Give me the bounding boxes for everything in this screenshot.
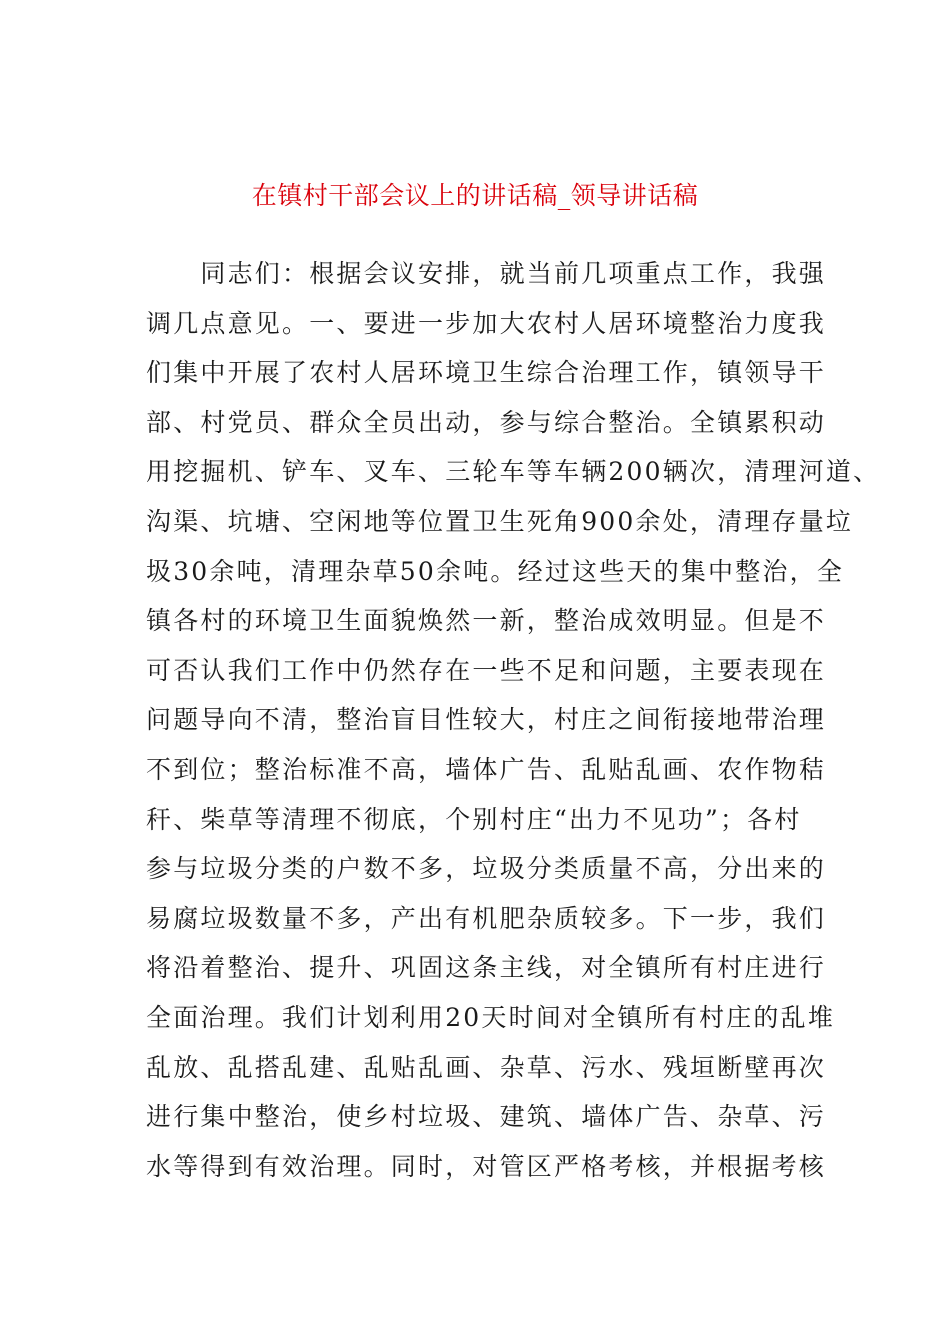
- body-line: 秆、柴草等清理不彻底，个别村庄“出力不见功”；各村: [146, 804, 802, 834]
- body-line: 部、村党员、群众全员出动，参与综合整治。全镇累积动: [146, 407, 827, 437]
- body-line: 乱放、乱搭乱建、乱贴乱画、杂草、污水、残垣断壁再次: [146, 1052, 827, 1082]
- body-line: 圾30余吨，清理杂草50余吨。经过这些天的集中整治，全: [146, 556, 845, 586]
- body-line: 水等得到有效治理。同时，对管区严格考核，并根据考核: [146, 1151, 827, 1181]
- document-title: 在镇村干部会议上的讲话稿_领导讲话稿: [251, 181, 699, 210]
- body-line: 进行集中整治，使乡村垃圾、建筑、墙体广告、杂草、污: [146, 1102, 827, 1132]
- body-line: 调几点意见。一、要进一步加大农村人居环境整治力度我: [146, 308, 827, 338]
- body-line: 问题导向不清，整治盲目性较大，村庄之间衔接地带治理: [146, 705, 827, 735]
- body-line: 易腐垃圾数量不多，产出有机肥杂质较多。下一步，我们: [146, 903, 827, 933]
- body-line: 可否认我们工作中仍然存在一些不足和问题，主要表现在: [146, 655, 827, 685]
- body-line: 不到位；整治标准不高，墙体广告、乱贴乱画、农作物秸: [146, 754, 827, 784]
- body-line: 同志们：根据会议安排，就当前几项重点工作，我强: [146, 259, 827, 288]
- body-line: 参与垃圾分类的户数不多，垃圾分类质量不高，分出来的: [146, 854, 827, 884]
- body-line: 们集中开展了农村人居环境卫生综合治理工作，镇领导干: [146, 358, 827, 388]
- body-line: 镇各村的环境卫生面貌焕然一新，整治成效明显。但是不: [146, 606, 827, 636]
- body-line: 用挖掘机、铲车、叉车、三轮车等车辆200辆次，清理河道、: [146, 457, 881, 487]
- document-body: [146, 249, 881, 1191]
- body-line: 沟渠、坑塘、空闲地等位置卫生死角900余处，清理存量垃: [146, 506, 854, 536]
- body-line: 全面治理。我们计划利用20天时间对全镇所有村庄的乱堆: [146, 1002, 836, 1032]
- body-line: 将沿着整治、提升、巩固这条主线，对全镇所有村庄进行: [146, 953, 827, 983]
